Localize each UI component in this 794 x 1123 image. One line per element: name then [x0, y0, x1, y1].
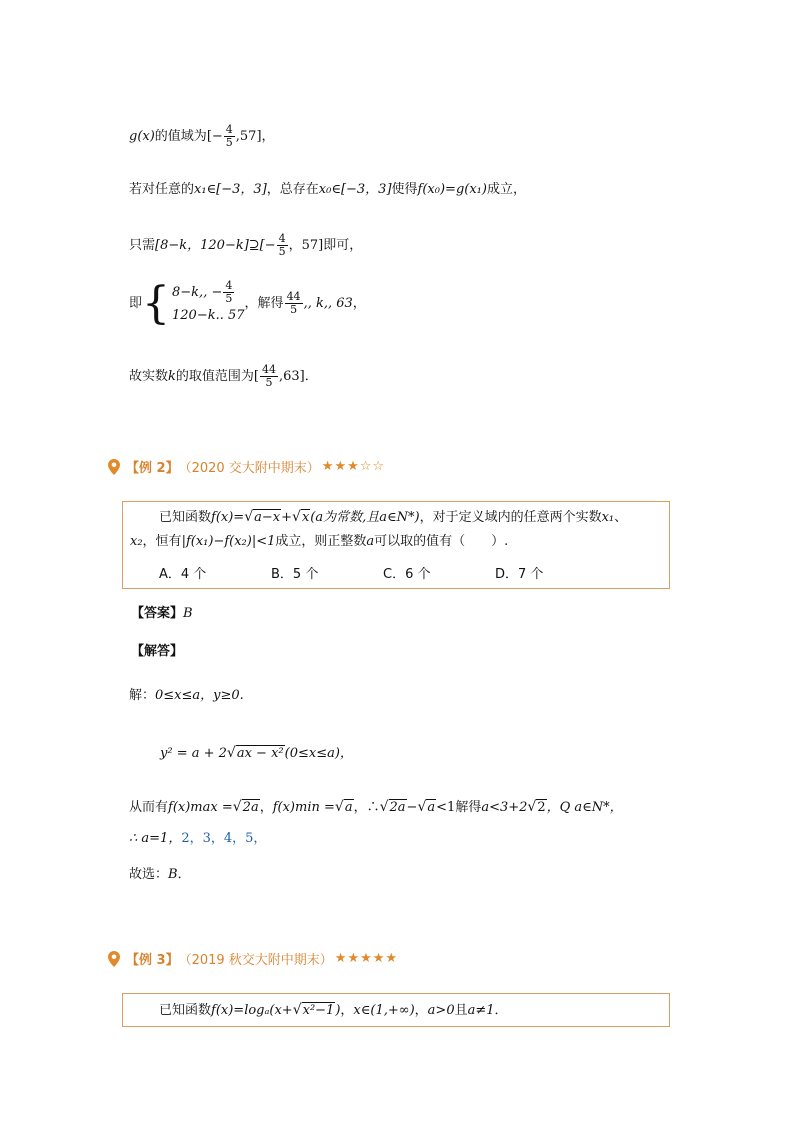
- example2-solution-line5: 故选：B．: [129, 867, 191, 882]
- example3-source: （2019 秋交大附中期末）: [178, 953, 333, 968]
- solution1-line5: 故实数k的取值范围为[ $\frac{44}{5}$ ,63]．: [129, 363, 318, 389]
- inequality-system: 8−k,, − $\frac{4}{5}$ 120−k.. 57: [172, 279, 245, 323]
- answer-line: [131, 602, 193, 621]
- solution1-line4: 即{ 8−k,, − $\frac{4}{5}$ 120−k.. 57 ，解得 $\frac{44}{5}$ ,, k,, 63，: [129, 277, 366, 329]
- location-pin-icon: [108, 459, 120, 475]
- example2-label: 【例 2】: [126, 461, 179, 476]
- solution1-line1: g(x)的值域为[− $\frac{4}{5}$ ,57]，: [129, 123, 275, 149]
- example2-solution-line3: 从而有f(x)max =√2a，f(x)min =√a，∴√2a−√a<1解得a<3+2√2，Q a∈N*，: [129, 799, 623, 815]
- example2-solution-line1: 解：0≤x≤a，y≥0.: [129, 688, 244, 703]
- example2-solution-line4: ∴ a=1，2，3，4，5，: [129, 831, 267, 846]
- question-line1: 已知函数f(x)=√a−x+√x(a为常数,且a∈N*)，对于定义域内的任意两个实数x₁、: [159, 509, 628, 525]
- question-line1: 已知函数f(x)=logₐ(x+√x²−1)，x∈(1,+∞)，a>0且a≠1．: [159, 1002, 508, 1018]
- example2-header: [108, 457, 385, 476]
- solution-tag: 【解答】: [131, 644, 184, 659]
- answer-value: B: [183, 606, 193, 621]
- example2-solution-line2: y² = a + 2√ax − x²(0≤x≤a)，: [160, 745, 353, 761]
- answer-tag: 【答案】: [131, 606, 184, 621]
- solution1-line3: 只需[8−k，120−k]⊇[− $\frac{4}{5}$ ，57]即可，: [129, 232, 363, 258]
- fraction: $\frac{4}{5}$: [225, 123, 233, 149]
- example2-source: （2020 交大附中期末）: [178, 461, 320, 476]
- location-pin-icon: [108, 951, 120, 967]
- left-brace: {: [142, 277, 171, 329]
- difficulty-stars: ★★★★★: [334, 951, 399, 966]
- example2-question-box: [122, 501, 670, 589]
- option-d[interactable]: D．7 个: [495, 567, 544, 582]
- option-c[interactable]: C．6 个: [383, 567, 431, 582]
- fraction: $\frac{4}{5}$: [278, 232, 286, 258]
- difficulty-stars: ★★★☆☆: [321, 459, 386, 474]
- option-a[interactable]: A．4 个: [159, 567, 207, 582]
- question-line2: x₂，恒有|f(x₁)−f(x₂)|<1成立，则正整数a可以取的值有（ ）.: [130, 534, 509, 549]
- example3-question-box: [122, 993, 670, 1027]
- example3-header: [108, 949, 398, 968]
- question-options: [159, 565, 543, 585]
- example3-label: 【例 3】: [126, 953, 179, 968]
- solution1-line2: 若对任意的x₁∈[−3，3]，总存在x₀∈[−3，3]使得f(x₀)=g(x₁)成立，: [129, 182, 526, 197]
- option-b[interactable]: B．5 个: [271, 567, 319, 582]
